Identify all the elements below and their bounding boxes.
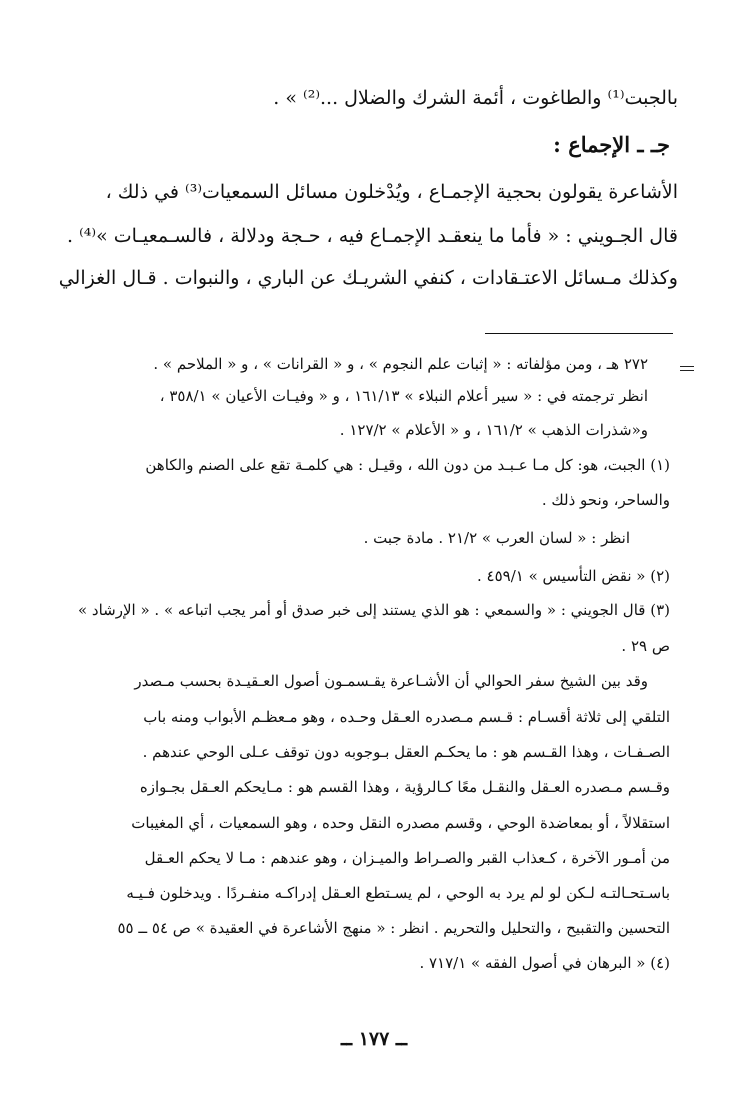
footnote-3-line-4: التلقي إلى ثلاثة أقسـام : قـسم مـصدره العـقل وحـده ، وهو مـعظـم الأبواب ومنه باب bbox=[143, 708, 670, 726]
footnote-3-line-2: ص ٢٩ . bbox=[621, 637, 670, 655]
footnote-3-line-7: استقلالاً ، أو بمعاضدة الوحي ، وقسم مصدره النقل وحده ، وهو السمعيات ، أي المغيبات bbox=[131, 814, 670, 832]
footnote-1-line-3: انظر : « لسان العرب » ٢١/٢ . مادة جبت . bbox=[363, 529, 630, 547]
main-line-3: قال الجـويني : « فأما ما ينعقـد الإجمـاع فيه ، حـجة ودلالة ، فالسـمعيـات »⁽⁴⁾ . bbox=[67, 225, 678, 247]
footnote-1-line-2: والساحر، ونحو ذلك . bbox=[541, 491, 670, 509]
continuation-mark bbox=[680, 366, 694, 367]
footnote-continued-line-1: ٢٧٢ هـ ، ومن مؤلفاته : « إثبات علم النجوم » ، و « القرانات » ، و « الملاحم » . bbox=[153, 355, 648, 373]
page-number: ــ ١٧٧ ــ bbox=[340, 1028, 408, 1050]
main-line-2: الأشاعرة يقولون بحجية الإجمـاع ، ويُدْخلون مسائل السمعيات⁽³⁾ في ذلك ، bbox=[105, 181, 678, 203]
footnote-3-line-9: باسـتحـالتـه لـكن لو لم يرد به الوحي ، لم يسـتطع العـقل إدراكـه منفـردًا . ويدخلون فـيـه bbox=[126, 884, 670, 902]
footnote-3-line-6: وقـسم مـصدره العـقل والنقـل معًا كـالرؤية ، وهذا القسم هو : مـايحكم العـقل بجـوازه bbox=[139, 778, 670, 796]
footnote-divider bbox=[485, 333, 673, 334]
footnote-3-line-1: (٣) قال الجويني : « والسمعي : هو الذي يستند إلى خبر صدق أو أمر يجب اتباعه » . « الإرشاد » bbox=[77, 601, 670, 619]
footnote-3-line-3: وقد بين الشيخ سفر الحوالي أن الأشـاعرة يقـسمـون أصول العـقيـدة بحسب مـصدر bbox=[134, 672, 648, 690]
section-heading: جـ ـ الإجماع : bbox=[553, 132, 670, 157]
footnote-3-line-8: من أمـور الآخرة ، كـعذاب القبر والصـراط والميـزان ، وهو عندهم : مـا لا يحكم العـقل bbox=[144, 849, 670, 867]
footnote-continued-line-2: انظر ترجمته في : « سير أعلام النبلاء » ١٦١/١٣ ، و « وفيـات الأعيان » ٣٥٨/١ ، bbox=[159, 387, 648, 405]
footnote-3-line-5: الصـفـات ، وهذا القـسم هو : ما يحكـم العقل بـوجوبه دون توقف عـلى الوحي عندهم . bbox=[142, 743, 670, 761]
footnote-3-line-10: التحسين والتقبيح ، والتحليل والتحريم . انظر : « منهج الأشاعرة في العقيدة » ص ٥٤ ــ ٥٥ bbox=[117, 919, 670, 937]
main-line-4: وكذلك مـسائل الاعتـقادات ، كنفي الشريـك عن الباري ، والنبوات . قـال الغزالي bbox=[58, 267, 678, 289]
footnote-1-line-1: (١) الجبت، هو: كل مـا عـبـد من دون الله ، وقيـل : هي كلمـة تقع على الصنم والكاهن bbox=[145, 456, 670, 474]
footnote-2-line-1: (٢) « نقض التأسيس » ٤٥٩/١ . bbox=[477, 567, 670, 585]
footnote-continued-line-3: و«شذرات الذهب » ١٦١/٢ ، و « الأعلام » ١٢٧/٢ . bbox=[339, 421, 648, 439]
footnote-4-line-1: (٤) « البرهان في أصول الفقه » ٧١٧/١ . bbox=[419, 954, 670, 972]
main-line-1: بالجبت⁽¹⁾ والطاغوت ، أئمة الشرك والضلال ...⁽²⁾ » . bbox=[273, 87, 678, 109]
